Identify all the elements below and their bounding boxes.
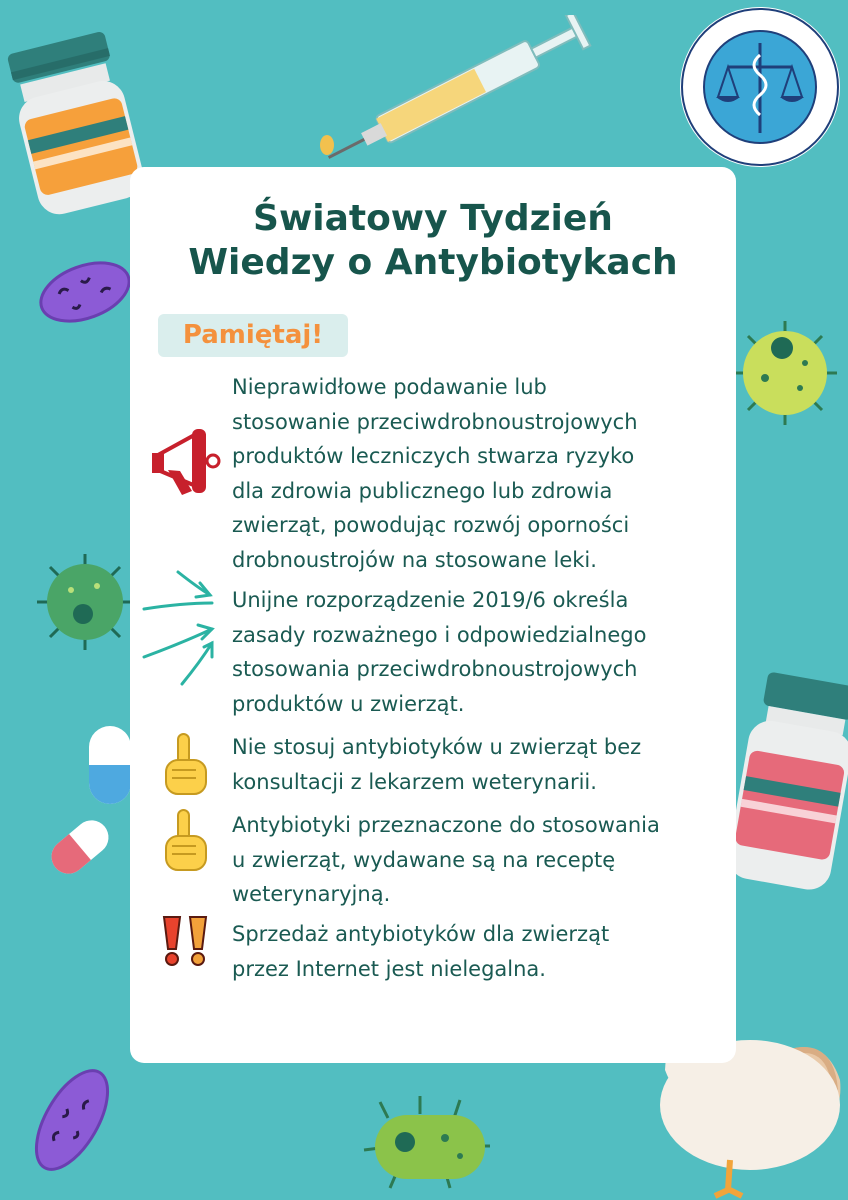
item-line: zwierząt, powodując rozwój oporności <box>232 513 630 537</box>
item-line: drobnoustrojów na stosowane leki. <box>232 547 597 572</box>
list-item <box>232 730 722 799</box>
capsule-icon <box>85 722 135 807</box>
title-line-1: Światowy Tydzień <box>253 198 613 239</box>
info-card <box>130 167 736 1063</box>
item-line: Unijne rozporządzenie 2019/6 określa <box>232 588 629 612</box>
item-line: stosowania przeciwdrobnoustrojowych <box>232 657 638 681</box>
bacteria-icon <box>30 250 140 335</box>
list-item <box>232 808 722 912</box>
item-line: weterynaryjną. <box>232 882 391 906</box>
pointing-finger-icon <box>160 732 214 798</box>
item-line: produktów u zwierząt. <box>232 691 465 716</box>
item-line: Nieprawidłowe podawanie lub <box>232 375 547 399</box>
page-title <box>130 197 736 285</box>
item-line: Antybiotyki przeznaczone do stosowania <box>232 813 660 837</box>
item-line: Nie stosuj antybiotyków u zwierząt bez <box>232 735 642 759</box>
list-item <box>232 370 722 577</box>
virus-icon <box>730 318 840 428</box>
pointing-finger-icon <box>160 808 214 874</box>
bacteria-icon <box>350 1090 510 1200</box>
logo-seal <box>678 5 843 170</box>
item-line: zasady rozważnego i odpowiedzialnego <box>232 622 647 647</box>
item-line: u zwierząt, wydawane są na receptę <box>232 847 616 872</box>
item-line: produktów leczniczych stwarza ryzyko <box>232 444 635 468</box>
item-line: przez Internet jest nielegalna. <box>232 956 546 981</box>
item-line: stosowanie przeciwdrobnoustrojowych <box>232 409 638 434</box>
medicine-bottle-icon <box>0 0 150 215</box>
medicine-bottle-icon <box>722 668 848 893</box>
virus-icon <box>35 552 135 652</box>
item-line: Sprzedaż antybiotyków dla zwierząt <box>232 922 610 946</box>
list-item <box>232 917 722 986</box>
syringe-icon <box>310 15 610 160</box>
list-item <box>232 583 722 721</box>
double-exclamation-icon <box>158 913 214 969</box>
arrows-icon <box>142 567 222 689</box>
bacteria-icon <box>25 1060 120 1180</box>
capsule-icon <box>40 810 120 885</box>
title-line-2: Wiedzy o Antybiotykach <box>188 242 678 283</box>
remember-label: Pamiętaj! <box>158 314 348 357</box>
item-line: dla zdrowia publicznego lub zdrowia <box>232 478 613 503</box>
item-line: konsultacji z lekarzem weterynarii. <box>232 769 597 794</box>
megaphone-icon <box>148 425 228 500</box>
